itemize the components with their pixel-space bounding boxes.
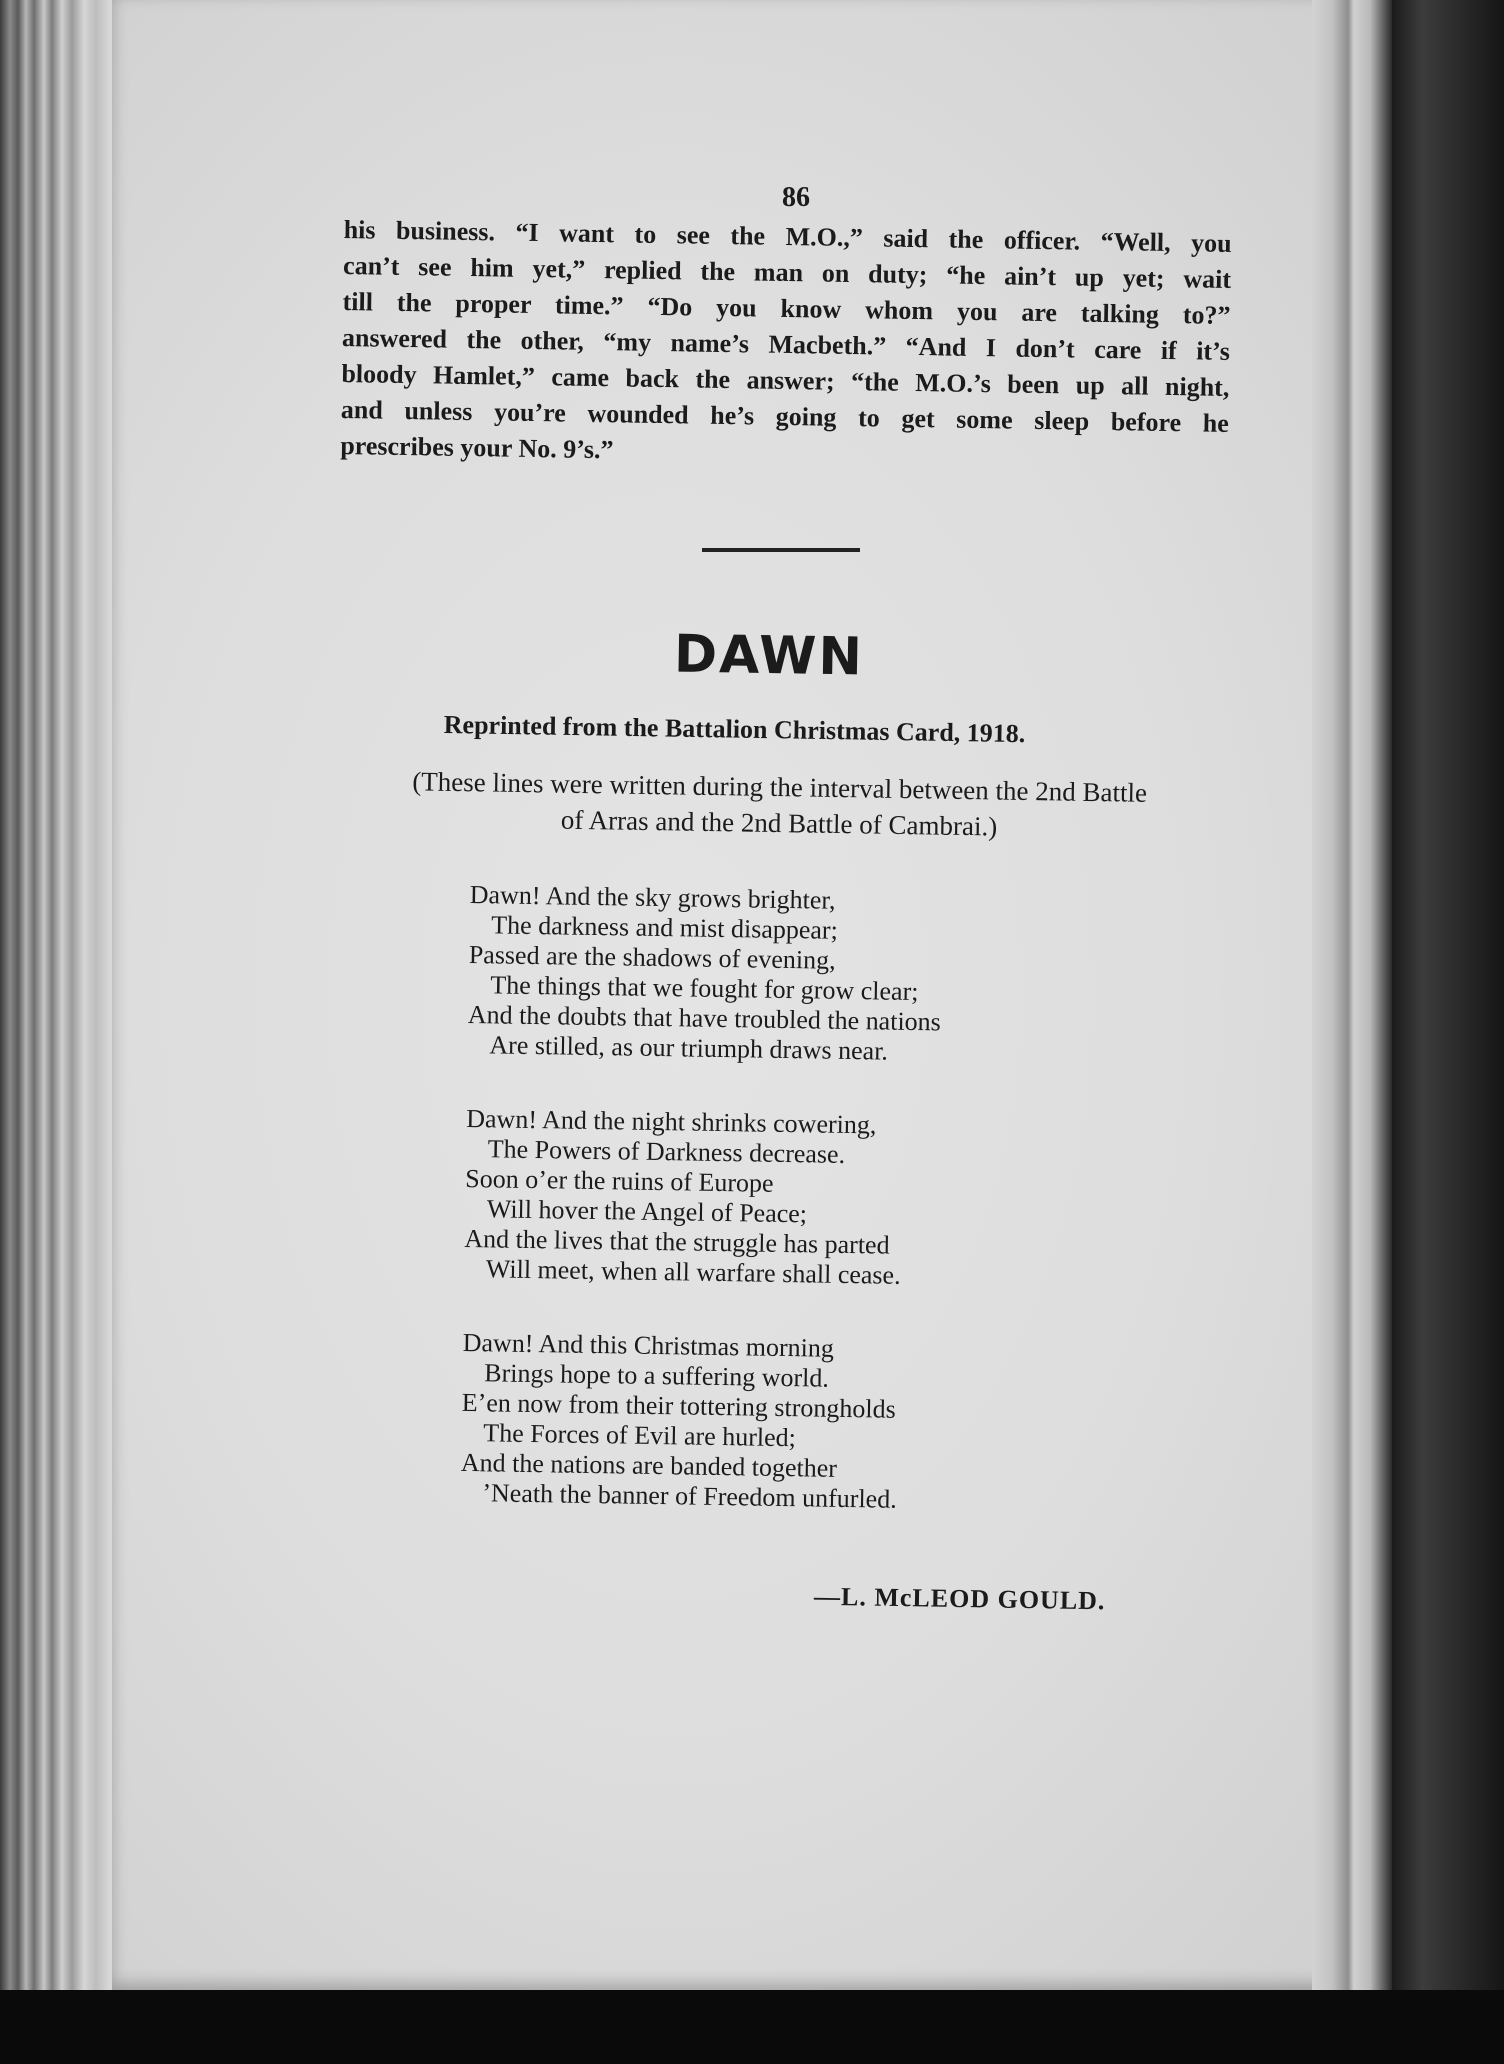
section-divider [702, 548, 860, 552]
poem-line: The Powers of Darkness decrease. [487, 1134, 846, 1169]
poem-line: The darkness and mist disappear; [491, 910, 839, 945]
poem-line: Dawn! And the sky grows brighter, [469, 880, 836, 915]
prose-line: till the proper time.” “Do you know whom you are talking to?” [342, 286, 1231, 330]
poem-line: Will meet, when all warfare shall cease. [485, 1254, 901, 1290]
composition-note [329, 762, 1230, 848]
prose-line: and unless you’re wounded he’s going to get some sleep before he [340, 394, 1230, 438]
stanza-3 [460, 1328, 1083, 1518]
poem-line: E’en now from their tottering strongholds [461, 1387, 896, 1424]
reprint-note: Reprinted from the Battalion Christmas Card, 1918. [443, 710, 1026, 749]
scan-bottom-border [0, 1990, 1504, 2064]
page-number: 86 [782, 182, 810, 213]
stanza-1 [467, 880, 1090, 1070]
prose-line: bloody Hamlet,” came back the answer; “the M.O.’s been up all night, [341, 358, 1230, 402]
poem-body [459, 880, 1089, 1562]
poem-line: Passed are the shadows of evening, [468, 939, 836, 975]
prose-line: answered the other, “my name’s Macbeth.” “And I don’t care if it’s [341, 322, 1231, 366]
poem-line: Brings hope to a suffering world. [484, 1358, 830, 1393]
poem-line: Soon o’er the ruins of Europe [465, 1163, 774, 1198]
poem-line: Dawn! And this Christmas morning [462, 1327, 835, 1363]
poem-title: DAWN [673, 624, 865, 688]
note-line: of Arras and the 2nd Battle of Cambrai.) [560, 804, 998, 842]
poem-line: ’Neath the banner of Freedom unfurled. [482, 1478, 897, 1514]
stanza-2 [464, 1104, 1087, 1294]
prose-line: can’t see him yet,” replied the man on duty; “he ain’t up yet; wait [342, 250, 1232, 294]
prose-line: his business. “I want to see the M.O.,” said the officer. “Well, you [343, 214, 1232, 258]
poem-line: The things that we fought for grow clear; [490, 970, 919, 1007]
poem-line: Will hover the Angel of Peace; [486, 1194, 808, 1229]
poem-line: Dawn! And the night shrinks cowering, [466, 1103, 877, 1140]
page-edges [0, 0, 120, 1990]
poem-line: The Forces of Evil are hurled; [483, 1418, 797, 1453]
prose-line: prescribes your No. 9’s.” [340, 430, 614, 465]
prose-paragraph [340, 212, 1232, 478]
poem-line: And the doubts that have troubled the nations [467, 999, 942, 1037]
poem-line: And the lives that the struggle has parted [464, 1223, 890, 1260]
author-signature: —L. McLEOD GOULD. [813, 1581, 1106, 1616]
poem-line: Are stilled, as our triumph draws near. [489, 1030, 889, 1066]
note-line: (These lines were written during the interval between the 2nd Battle [412, 766, 1148, 808]
book-gutter [1312, 0, 1392, 1990]
poem-line: And the nations are banded together [460, 1447, 838, 1483]
facing-page-edge [1392, 0, 1504, 1990]
